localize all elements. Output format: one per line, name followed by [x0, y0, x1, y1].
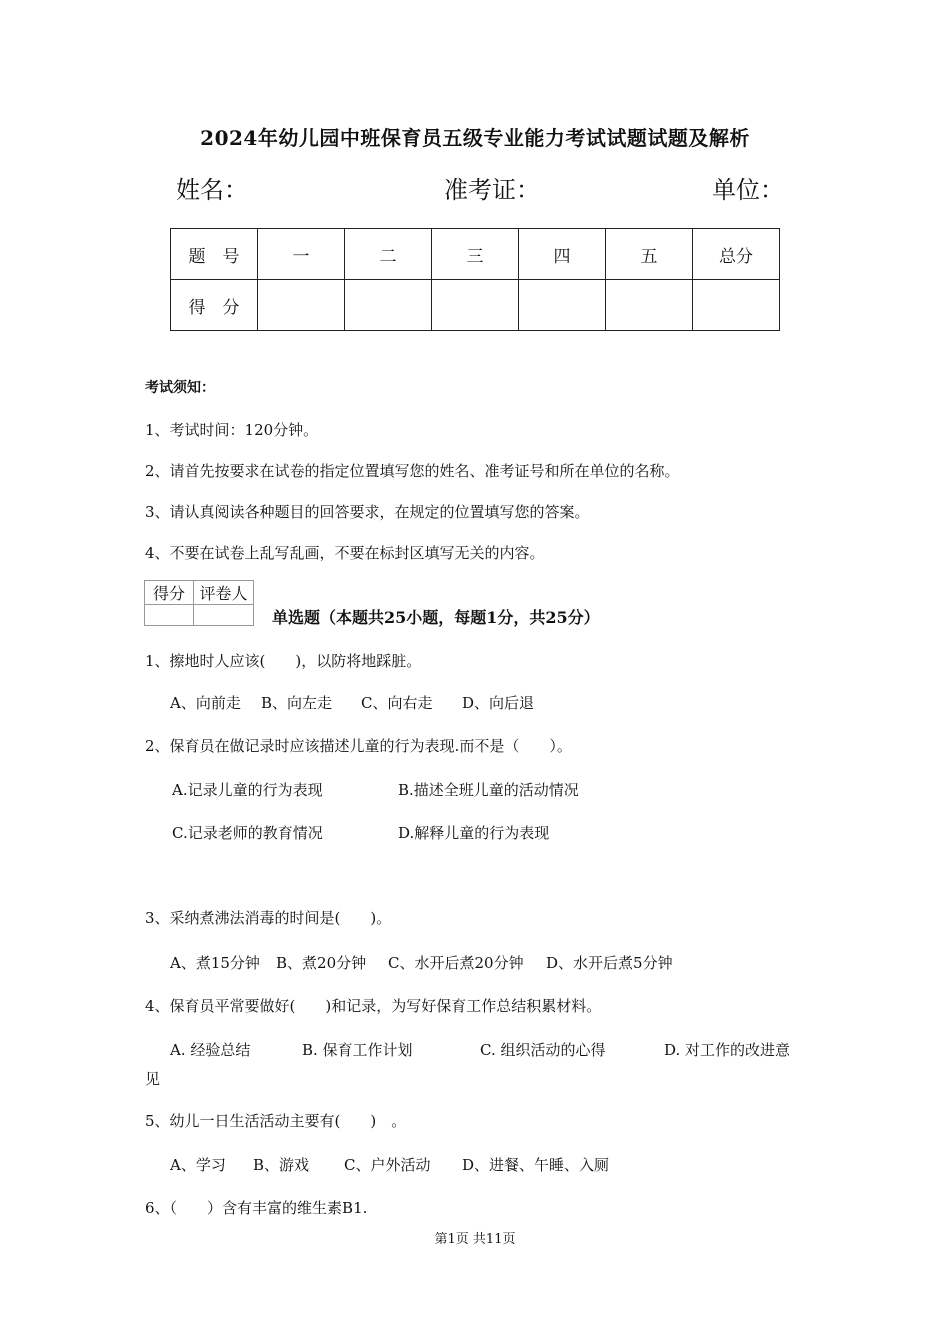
question-option: A、煮15分钟 — [170, 954, 260, 972]
score-table-header-cell: 一 — [258, 229, 345, 280]
score-table-header-cell: 三 — [432, 229, 519, 280]
question-option: D、进餐、午睡、入厕 — [462, 1156, 610, 1174]
notice-item: 1、考试时间：120分钟。 — [145, 421, 319, 439]
question-option: B.描述全班儿童的活动情况 — [398, 781, 579, 799]
page-title: 2024年幼儿园中班保育员五级专业能力考试试题试题及解析 — [200, 126, 750, 150]
question-stem: 6、（ ）含有丰富的维生素B1. — [145, 1199, 368, 1217]
page-footer: 第1页 共11页 — [434, 1232, 516, 1247]
grader-box-score-label: 得分 — [145, 581, 194, 605]
section-heading: 单选题（本题共25小题，每题1分，共25分） — [272, 608, 600, 627]
question-stem: 3、采纳煮沸法消毒的时间是( )。 — [145, 909, 392, 927]
score-cell — [345, 280, 432, 331]
grader-box-score-cell — [145, 605, 194, 626]
notice-item: 3、请认真阅读各种题目的回答要求，在规定的位置填写您的答案。 — [145, 503, 590, 521]
name-field-label: 姓名： — [176, 176, 248, 204]
question-option: A、学习 — [170, 1156, 226, 1174]
question-option: B、向左走 — [261, 694, 333, 712]
question-option: C、水开后煮20分钟 — [388, 954, 524, 972]
question-option: B、煮20分钟 — [276, 954, 367, 972]
question-option: C、向右走 — [361, 694, 433, 712]
notice-heading: 考试须知： — [145, 380, 215, 396]
question-option: C、户外活动 — [344, 1156, 431, 1174]
notice-item: 4、不要在试卷上乱写乱画，不要在标封区填写无关的内容。 — [145, 544, 545, 562]
question-stem: 1、擦地时人应该( )，以防将地踩脏。 — [145, 652, 422, 670]
question-option: A、向前走 — [170, 694, 241, 712]
question-option: A. 经验总结 — [170, 1041, 251, 1059]
question-option: D、向后退 — [462, 694, 535, 712]
question-option-continuation: 见 — [145, 1070, 161, 1088]
question-stem: 5、幼儿一日生活活动主要有( ) 。 — [145, 1112, 407, 1130]
score-table-header-cell: 总分 — [693, 229, 780, 280]
score-table-header-cell: 五 — [606, 229, 693, 280]
score-cell — [258, 280, 345, 331]
score-cell — [519, 280, 606, 331]
question-option: D、水开后煮5分钟 — [546, 954, 673, 972]
question-option: A.记录儿童的行为表现 — [172, 781, 323, 799]
question-option: C. 组织活动的心得 — [480, 1041, 606, 1059]
score-cell — [432, 280, 519, 331]
question-stem: 2、保育员在做记录时应该描述儿童的行为表现.而不是（ ）。 — [145, 737, 572, 755]
score-table-header-row — [171, 229, 780, 280]
question-option: B、游戏 — [253, 1156, 310, 1174]
grader-box-grader-cell — [194, 605, 254, 626]
score-table-score-row — [171, 280, 780, 331]
score-row-label: 得 分 — [171, 280, 258, 331]
score-table-header-cell: 题 号 — [171, 229, 258, 280]
question-option: C.记录老师的教育情况 — [172, 824, 323, 842]
score-table-header-cell: 四 — [519, 229, 606, 280]
score-table-header-cell: 二 — [345, 229, 432, 280]
exam-number-field-label: 准考证： — [444, 176, 540, 204]
unit-field-label: 单位： — [712, 176, 784, 204]
grader-box-grader-label: 评卷人 — [194, 581, 254, 605]
question-option: D.解释儿童的行为表现 — [398, 824, 550, 842]
score-cell — [693, 280, 780, 331]
score-cell — [606, 280, 693, 331]
notice-item: 2、请首先按要求在试卷的指定位置填写您的姓名、准考证号和所在单位的名称。 — [145, 462, 680, 480]
question-option: D. 对工作的改进意 — [664, 1041, 791, 1059]
grader-box — [144, 580, 254, 626]
question-option: B. 保育工作计划 — [302, 1041, 413, 1059]
question-stem: 4、保育员平常要做好( )和记录，为写好保育工作总结积累材料。 — [145, 997, 602, 1015]
score-table — [170, 228, 780, 331]
